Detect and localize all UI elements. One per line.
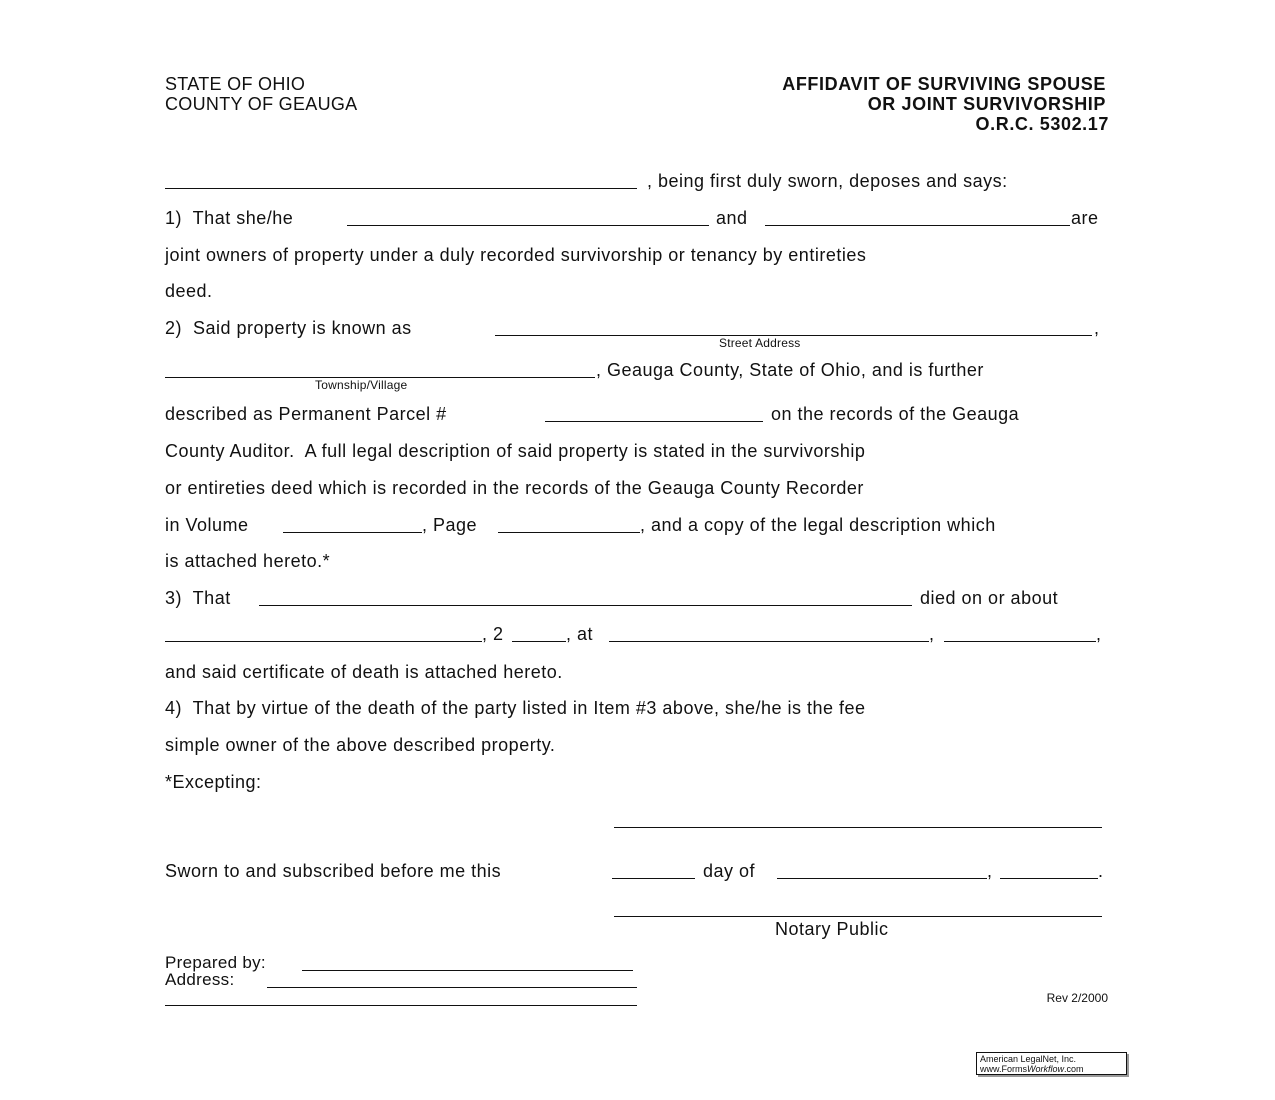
death-place-field[interactable] (609, 641, 929, 642)
item4-line1: 4) That by virtue of the death of the party listed in Item #3 above, she/he is the fee (165, 698, 866, 718)
sworn-year-field[interactable] (1000, 878, 1098, 879)
item3-prefix: 3) That (165, 588, 231, 608)
item3-line3: and said certificate of death is attached hereto. (165, 662, 563, 682)
sworn-day-field[interactable] (612, 878, 695, 879)
excepting-label: *Excepting: (165, 772, 262, 792)
page-label: , Page (422, 515, 478, 535)
volume-field[interactable] (283, 532, 422, 533)
page-field[interactable] (498, 532, 640, 533)
sworn-comma: , (987, 861, 993, 881)
death-year-field[interactable] (512, 641, 566, 642)
owner1-name-field[interactable] (347, 225, 709, 226)
parcel-suffix: on the records of the Geauga (771, 404, 1020, 424)
notary-public-label: Notary Public (775, 919, 889, 939)
item3-suffix: died on or about (920, 588, 1059, 608)
notary-signature-line[interactable] (614, 916, 1102, 917)
form-title-line2: OR JOINT SURVIVORSHIP (867, 94, 1106, 114)
sworn-period: . (1098, 861, 1104, 881)
address-field-1[interactable] (267, 987, 637, 988)
county-label: COUNTY OF GEAUGA (165, 94, 358, 114)
vendor-url: www.FormsWorkflow.com (980, 1064, 1084, 1074)
item2-line4: County Auditor. A full legal description of said property is stated in the survivorship (165, 441, 866, 461)
owner2-name-field[interactable] (765, 225, 1070, 226)
address-field-2[interactable] (165, 1005, 637, 1006)
street-address-label: Street Address (719, 336, 801, 350)
parcel-number-field[interactable] (545, 421, 763, 422)
item1-line2: joint owners of property under a duly recorded survivorship or tenancy by entireties (165, 245, 867, 265)
death-date-field[interactable] (165, 641, 482, 642)
revision-label: Rev 2/2000 (1046, 991, 1108, 1005)
at-label: , at (566, 624, 594, 644)
death-state-field[interactable] (944, 641, 1096, 642)
statute-reference: O.R.C. 5302.17 (975, 114, 1109, 134)
state-label: STATE OF OHIO (165, 74, 306, 94)
form-title-line1: AFFIDAVIT OF SURVIVING SPOUSE (782, 74, 1106, 94)
prepared-by-field[interactable] (302, 970, 633, 971)
item2-line7: is attached hereto.* (165, 551, 331, 571)
item1-and: and (716, 208, 748, 228)
vendor-stamp (976, 1052, 1127, 1075)
item1-prefix: 1) That she/he (165, 208, 294, 228)
parcel-prefix: described as Permanent Parcel # (165, 404, 447, 424)
item2-line5: or entireties deed which is recorded in the records of the Geauga County Recorder (165, 478, 864, 498)
place-comma: , (929, 624, 935, 644)
address-label: Address: (165, 970, 235, 989)
item4-line2: simple owner of the above described property. (165, 735, 556, 755)
affiant-signature-line[interactable] (614, 827, 1102, 828)
affiant-name-field[interactable] (165, 188, 637, 189)
sworn-statement: , being first duly sworn, deposes and says: (647, 171, 1008, 191)
item1-are: are (1071, 208, 1099, 228)
item2-prefix: 2) Said property is known as (165, 318, 412, 338)
volume-label: in Volume (165, 515, 249, 535)
deceased-name-field[interactable] (259, 605, 912, 606)
end-comma: , (1096, 624, 1102, 644)
item1-line3: deed. (165, 281, 213, 301)
sworn-month-field[interactable] (777, 878, 987, 879)
copy-text: , and a copy of the legal description which (640, 515, 996, 535)
township-label: Township/Village (315, 378, 408, 392)
prepared-by-label: Prepared by: (165, 953, 266, 972)
year-prefix: , 2 (482, 624, 504, 644)
item2-comma: , (1094, 318, 1100, 338)
sworn-prefix: Sworn to and subscribed before me this (165, 861, 502, 881)
vendor-name: American LegalNet, Inc. (980, 1054, 1077, 1064)
day-of-label: day of (703, 861, 756, 881)
item2-county: , Geauga County, State of Ohio, and is further (596, 360, 984, 380)
